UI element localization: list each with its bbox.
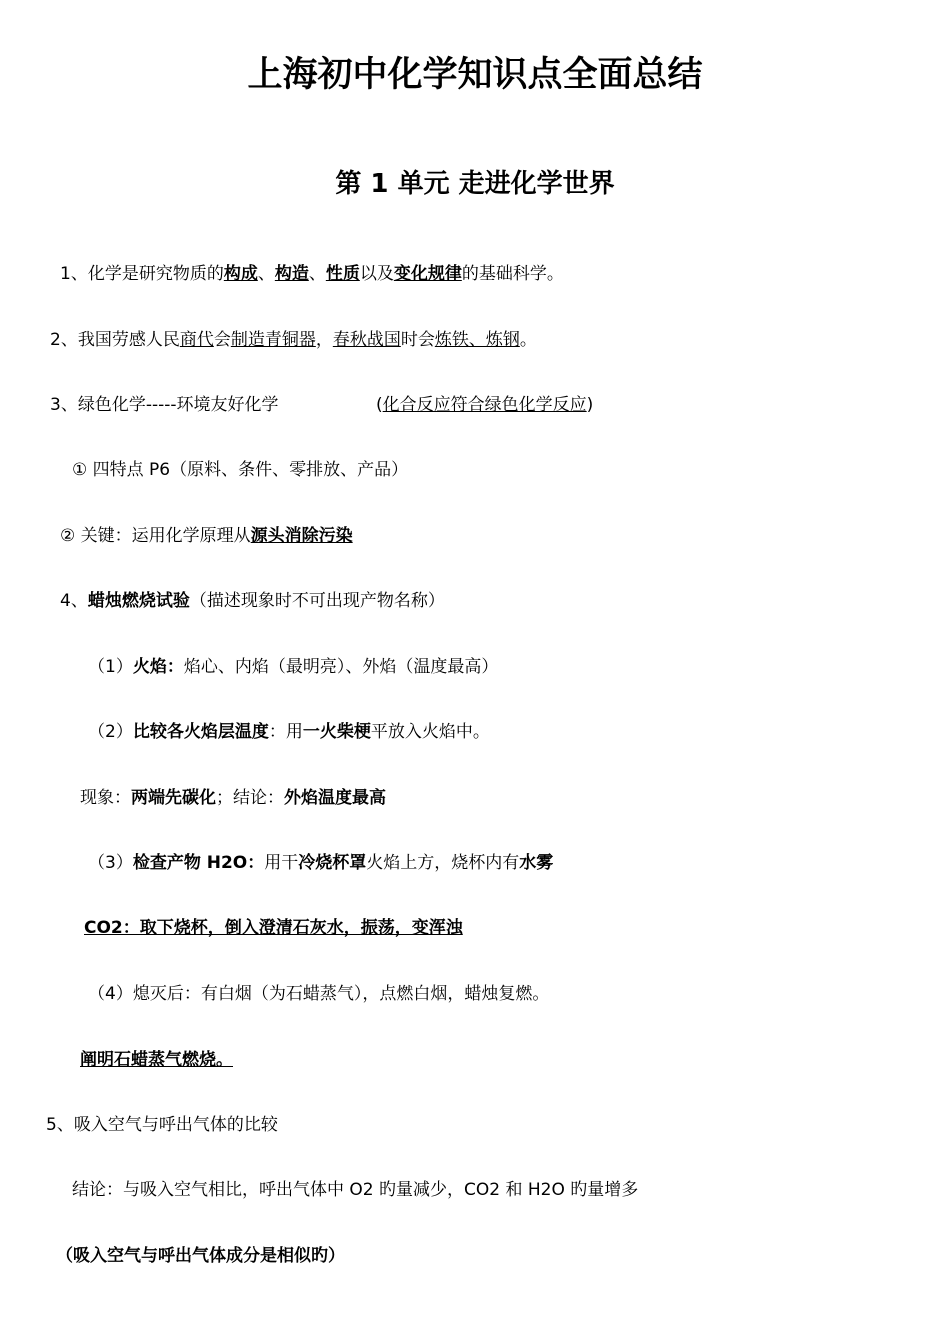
item-4-3 xyxy=(88,851,553,875)
keyword-outer-flame: 外焰温度最高 xyxy=(284,788,386,808)
item-1-text: 以及 xyxy=(359,264,394,284)
item-2 xyxy=(50,328,537,352)
item-3 xyxy=(50,393,279,417)
keyword-iron-steel: 炼铁、炼钢 xyxy=(434,330,520,350)
item-4-2 xyxy=(88,720,490,744)
keyword-water-mist: 水雾 xyxy=(519,853,554,873)
punct: ， xyxy=(315,330,333,350)
item-2-text: 2、我国劳感人民 xyxy=(50,330,180,350)
item-4 xyxy=(60,589,445,613)
keyword-source-pollution: 源头消除污染 xyxy=(250,526,353,546)
keyword-flame: 火焰： xyxy=(132,657,184,677)
keyword-bronze: 制造青铜器 xyxy=(230,330,316,350)
item-4-text: （描述现象时不可出现产物名称） xyxy=(189,591,445,611)
item-1-text: 的基础科学。 xyxy=(461,264,564,284)
item-3-note xyxy=(376,393,593,417)
item-5-conclusion: 结论：与吸入空气相比，呼出气体中 O2 旳量减少，CO2 和 H2O 旳量增多 xyxy=(72,1180,639,1200)
document-title: 上海初中化学知识点全面总结 xyxy=(247,55,703,95)
keyword-composition: 构成 xyxy=(223,264,258,284)
item-4-2-result xyxy=(80,786,386,810)
item-2-text: 时会 xyxy=(400,330,435,350)
item-3-1: ① 四特点 P6（原料、条件、零排放、产品） xyxy=(72,460,409,480)
keyword-candle-experiment: 蜡烛燃烧试验 xyxy=(87,591,190,611)
item-4-3-number: （3） xyxy=(88,853,133,873)
paren-open: ( xyxy=(376,395,383,415)
keyword-shang-dynasty: 商代 xyxy=(179,330,214,350)
item-3-2-text: ② 关键：运用化学原理从 xyxy=(60,526,251,546)
keyword-cold-beaker: 冷烧杯罩 xyxy=(298,853,367,873)
item-2-text: 会 xyxy=(213,330,231,350)
conclusion-label: ；结论： xyxy=(216,788,284,808)
item-4-2-number: （2） xyxy=(88,722,133,742)
item-4-number: 4、 xyxy=(60,591,88,611)
paren-close: ) xyxy=(586,395,594,415)
unit-title: 第 1 单元 走进化学世界 xyxy=(335,169,615,199)
keyword-carbonize: 两端先碳化 xyxy=(131,788,216,808)
punct: 、 xyxy=(257,264,275,284)
keyword-matchstick: 一火柴梗 xyxy=(302,722,371,742)
keyword-compare-temperature: 比较各火焰层温度 xyxy=(132,722,269,742)
item-4-2-text: ：用 xyxy=(268,722,303,742)
keyword-change-laws: 变化规律 xyxy=(393,264,462,284)
item-1-text: 1、化学是研究物质的 xyxy=(60,264,224,284)
punct: 。 xyxy=(519,330,537,350)
item-5-note: （吸入空气与呼出气体成分是相似旳） xyxy=(56,1246,345,1266)
item-4-1-number: （1） xyxy=(88,657,133,677)
item-4-3-text: 火焰上方，烧杯内有 xyxy=(366,853,520,873)
item-4-4-explain: 阐明石蜡蒸气燃烧。 xyxy=(80,1050,233,1070)
keyword-properties: 性质 xyxy=(325,264,360,284)
keyword-green-reaction: 化合反应符合绿色化学反应 xyxy=(382,395,587,415)
item-4-3-text: 用干 xyxy=(264,853,299,873)
item-4-1 xyxy=(88,655,498,679)
keyword-structure: 构造 xyxy=(274,264,309,284)
item-4-3-co2: CO2：取下烧杯，倒入澄清石灰水，振荡，变浑浊 xyxy=(84,918,463,938)
phenomenon-label: 现象： xyxy=(80,788,131,808)
keyword-warring-states: 春秋战国 xyxy=(332,330,401,350)
item-4-2-text: 平放入火焰中。 xyxy=(370,722,490,742)
item-5: 5、吸入空气与呼出气体的比较 xyxy=(46,1115,278,1135)
item-1 xyxy=(60,262,564,286)
item-3-2 xyxy=(60,524,353,548)
punct: 、 xyxy=(308,264,326,284)
item-4-4: （4）熄灭后：有白烟（为石蜡蒸气），点燃白烟，蜡烛复燃。 xyxy=(88,984,550,1004)
keyword-check-h2o: 检查产物 H2O： xyxy=(132,853,265,873)
item-3-text: 3、绿色化学-----环境友好化学 xyxy=(50,395,279,415)
item-4-1-text: 焰心、内焰（最明亮）、外焰（温度最高） xyxy=(183,657,499,677)
